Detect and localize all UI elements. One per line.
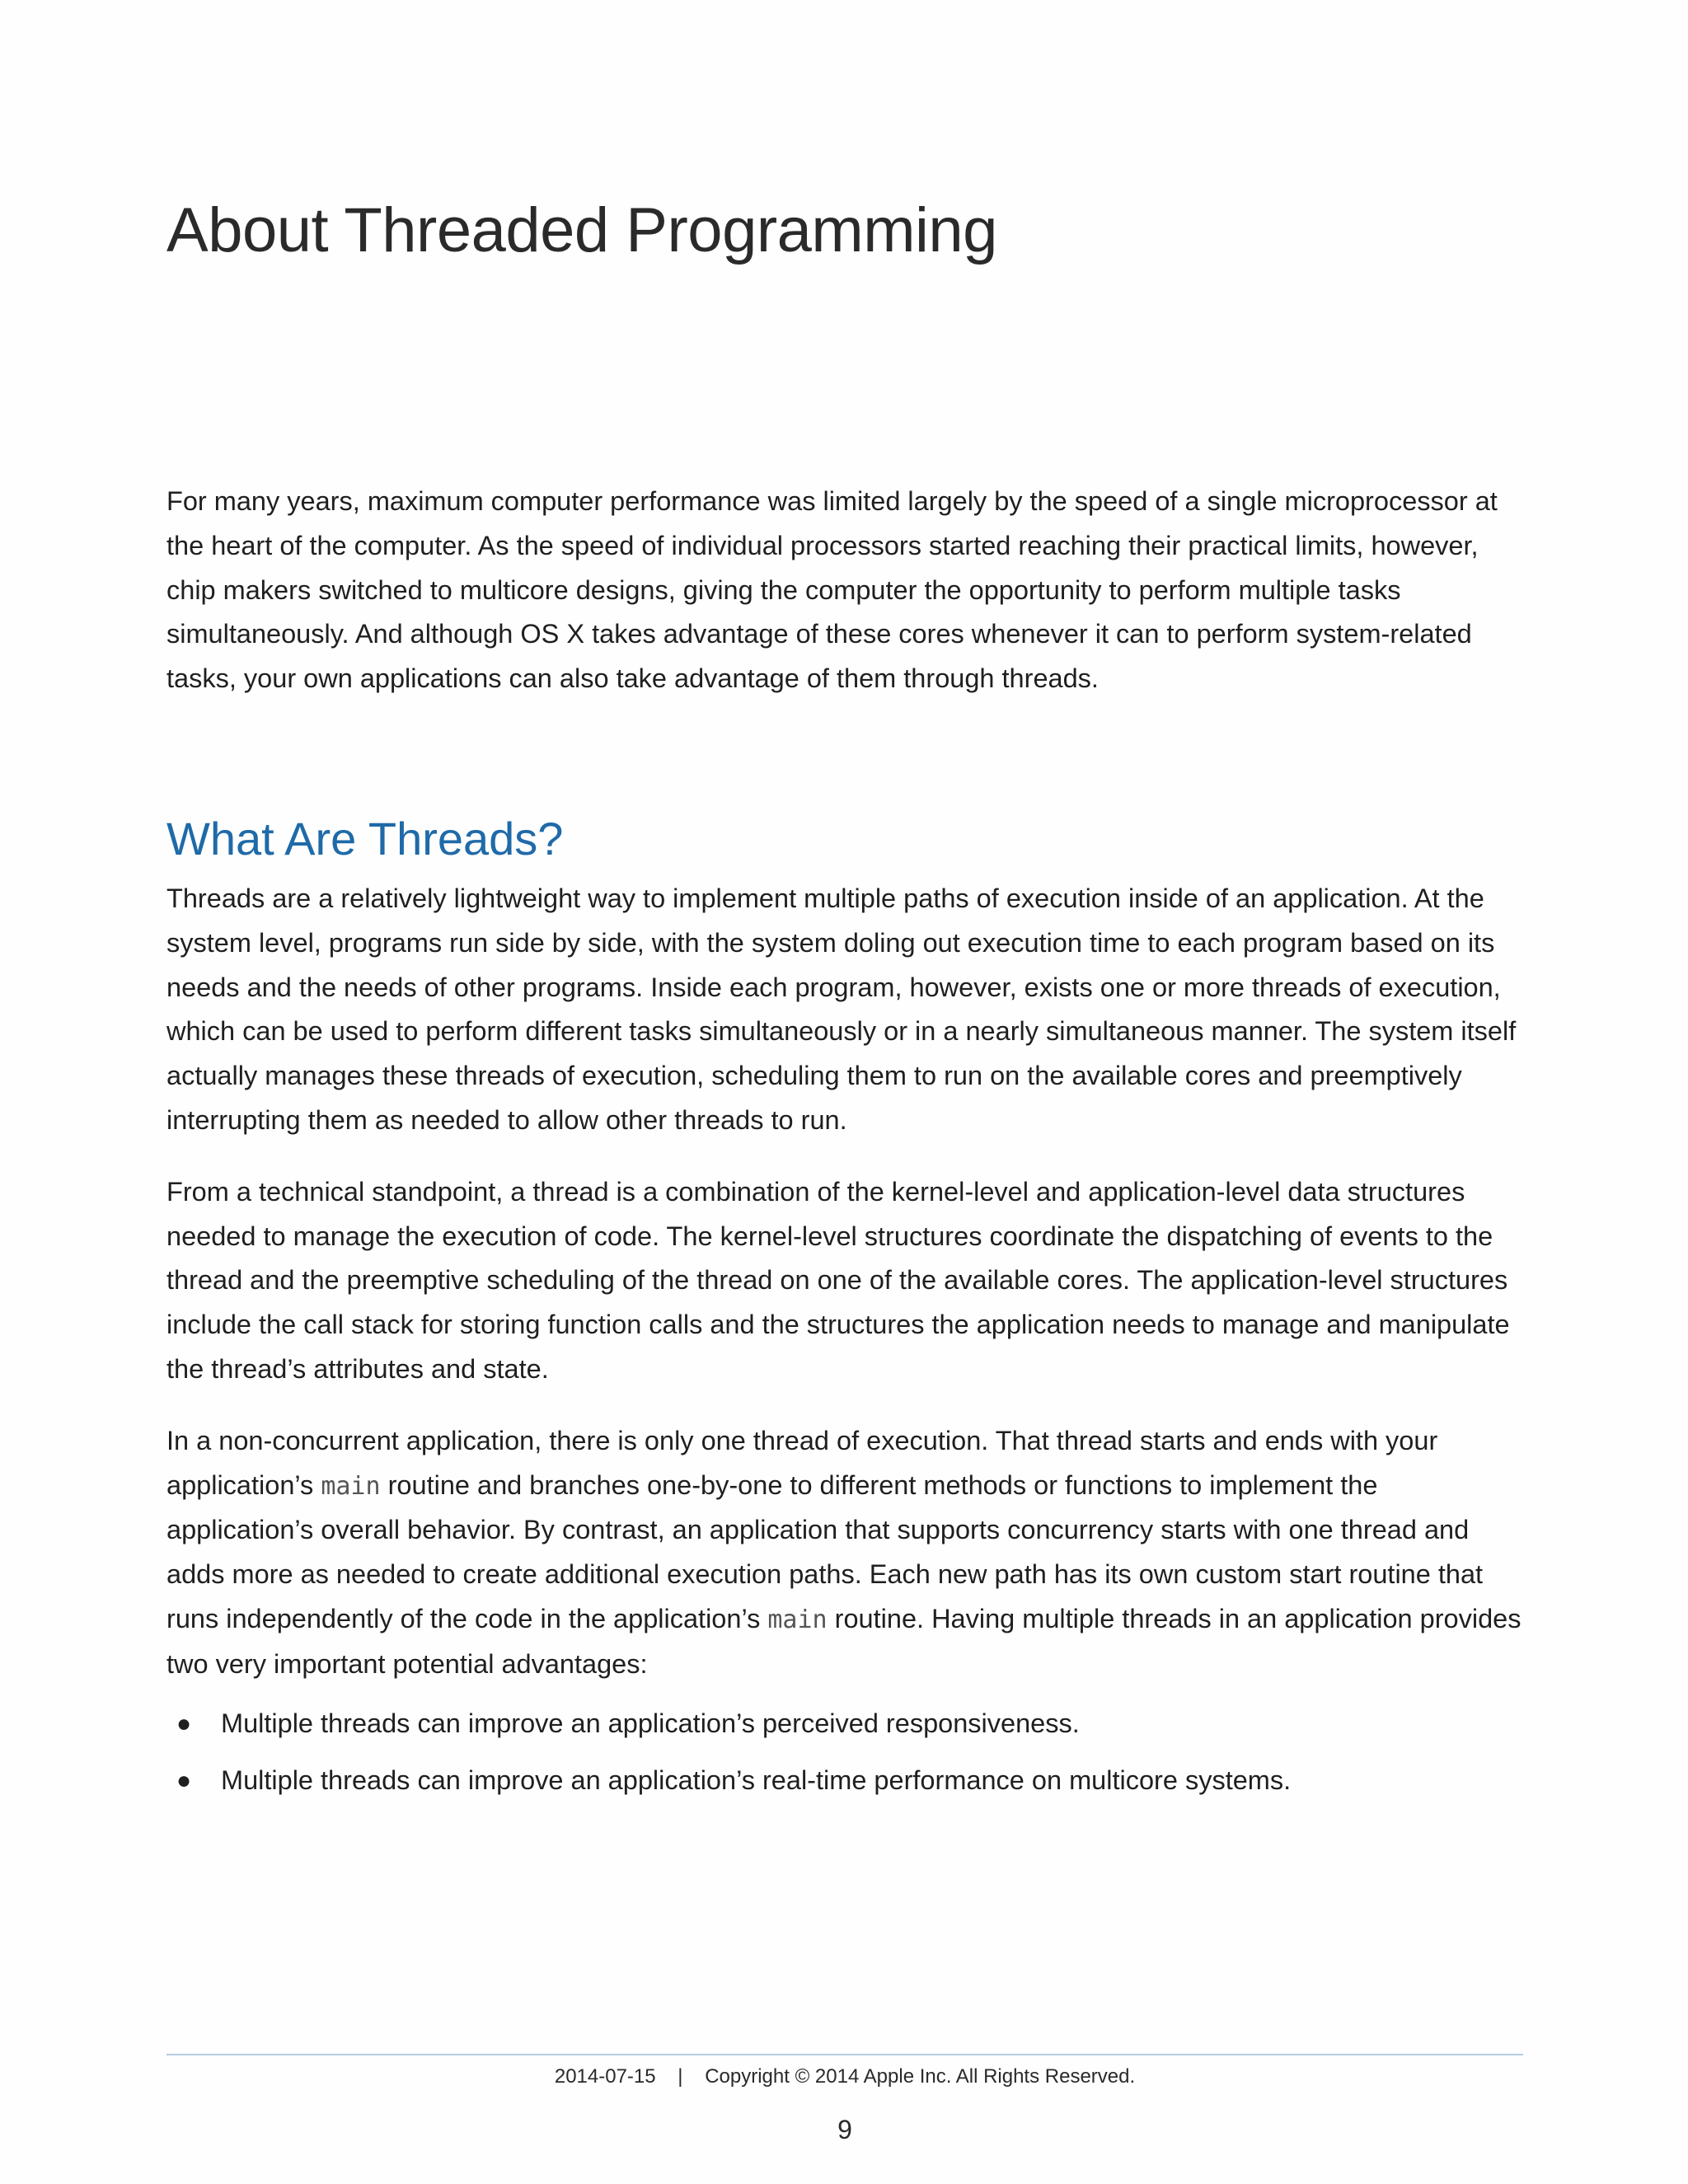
advantages-list bbox=[166, 1702, 1523, 1804]
footer bbox=[166, 2065, 1523, 2088]
intro-paragraph: For many years, maximum computer performance was limited largely by the speed of a single microprocessor at the heart of the computer. As the speed of individual processors started reaching their practical limits, however, chip makers switched to multicore designs, giving the computer the opportunity to perform multiple tasks simultaneously. And although OS X takes advantage of these cores whenever it can to perform system-related tasks, your own applications can also take advantage of them through threads. bbox=[166, 486, 1498, 694]
paragraph-3-text-3: routine. Having multiple threads in an application provides two very important potential advantages: bbox=[166, 1603, 1522, 1679]
code-main-1: main bbox=[321, 1471, 381, 1501]
document-page bbox=[166, 0, 1523, 2184]
section-heading: What Are Threads? bbox=[166, 813, 564, 865]
code-main-2: main bbox=[767, 1605, 828, 1634]
intro-section bbox=[166, 480, 1523, 701]
list-item-text: Multiple threads can improve an application’s perceived responsiveness. bbox=[221, 1708, 1080, 1738]
threads-paragraph-3 bbox=[166, 1419, 1523, 1687]
footer-separator: | bbox=[678, 2065, 683, 2088]
bullet-icon: ● bbox=[176, 1767, 192, 1795]
list-item bbox=[166, 1759, 1523, 1803]
threads-paragraph-2: From a technical standpoint, a thread is a combination of the kernel-level and application-level data structures needed to manage the execution of code. The kernel-level structures coordinate the dispatching of events to the thread and the preemptive scheduling of the thread on one of the available cores. The application-level structures include the call stack for storing function calls and the structures the application needs to manage and manipulate the thread’s attributes and state. bbox=[166, 1176, 1510, 1384]
paragraph-3-text-2: routine and branches one-by-one to different methods or functions to implement the application’s overall behavior. By contrast, an application that supports concurrency starts with one thread and adds more as needed to create additional execution paths. Each new path has its own custom start routine that runs independently of the code in the application’s bbox=[166, 1469, 1484, 1633]
page-title: About Threaded Programming bbox=[166, 195, 997, 265]
list-item bbox=[166, 1702, 1523, 1746]
footer-divider bbox=[166, 2054, 1523, 2055]
footer-date: 2014-07-15 bbox=[554, 2065, 656, 2088]
page-number: 9 bbox=[837, 2115, 852, 2144]
bullet-icon: ● bbox=[176, 1709, 192, 1737]
footer-copyright: Copyright © 2014 Apple Inc. All Rights Reserved. bbox=[705, 2065, 1136, 2088]
paragraph-3-text-1: In a non-concurrent application, there is only one thread of execution. That thread starts and ends with your application’s bbox=[166, 1425, 1438, 1500]
threads-paragraph-1: Threads are a relatively lightweight way to implement multiple paths of execution inside of an application. At the system level, programs run side by side, with the system doling out execution time to each program based on its needs and the needs of other programs. Inside each program, however, exists one or more threads of execution, which can be used to perform different tasks simultaneously or in a nearly simultaneous manner. The system itself actually manages these threads of execution, scheduling them to run on the available cores and preemptively interrupting them as needed to allow other threads to run. bbox=[166, 883, 1517, 1135]
what-are-threads-section bbox=[166, 806, 1523, 1816]
list-item-text: Multiple threads can improve an application’s real-time performance on multicore systems. bbox=[221, 1765, 1292, 1796]
